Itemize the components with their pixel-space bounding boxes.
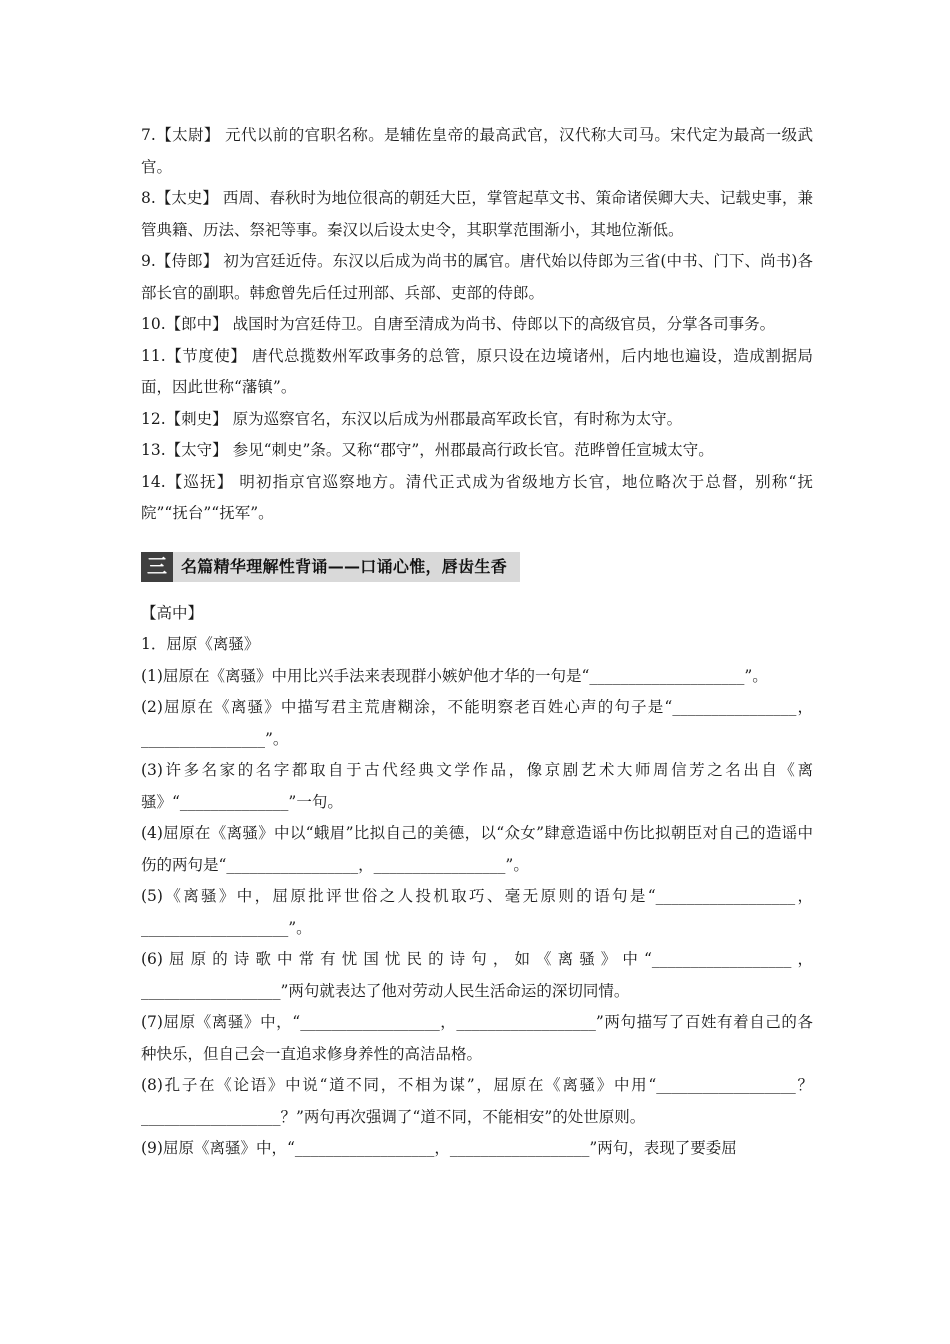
glossary-item-cishi: 12.【刺史】 原为巡察官名，东汉以后成为州郡最高军政长官，有时称为太守。	[141, 409, 683, 428]
level-label: 【高中】	[141, 603, 204, 622]
question-6: (6)屈原的诗歌中常有忧国忧民的诗句，如《离骚》中“__________________，__________________”两句就表达了他对劳动人民生活命运的深切同情。	[141, 950, 813, 1000]
question-7: (7)屈原《离骚》中，“__________________，__________________”两句描写了百姓有着自己的各种快乐，但自己会一直追求修身养性的高洁品格。	[141, 1013, 813, 1063]
question-9: (9)屈原《离骚》中，“__________________，__________________”两句，表现了要委屈	[141, 1139, 737, 1157]
glossary-item-taishou: 13.【太守】 参见“刺史”条。又称“郡守”，州郡最高行政长官。范晔曾任宣城太守。	[141, 441, 714, 459]
section-header	[141, 552, 520, 582]
question-4: (4)屈原在《离骚》中以“蛾眉”比拟自己的美德，以“众女”肆意造谣中伤比拟朝臣对自己的造谣中伤的两句是“_________________，_________________”。	[141, 824, 813, 874]
question-5: (5)《离骚》中，屈原批评世俗之人投机取巧、毫无原则的语句是“__________________，___________________”。	[141, 887, 813, 937]
question-1: (1)屈原在《离骚》中用比兴手法来表现群小嫉妒他才华的一句是“____________________”。	[141, 666, 768, 685]
question-3: (3)许多名家的名字都取自于古代经典文学作品，像京剧艺术大师周信芳之名出自《离骚》“______________”一句。	[141, 761, 813, 811]
question-2: (2)屈原在《离骚》中描写君主荒唐糊涂，不能明察老百姓心声的句子是“________________，________________”。	[141, 698, 813, 748]
glossary-item-jiedushi: 11.【节度使】 唐代总揽数州军政事务的总管，原只设在边境诸州，后内地也遍设，造成割据局面，因此世称“藩镇”。	[141, 346, 813, 396]
glossary-item-taiwei: 7.【太尉】 元代以前的官职名称。是辅佐皇帝的最高武官，汉代称大司马。宋代定为最高一级武官。	[141, 126, 813, 176]
page-content	[141, 120, 813, 1165]
glossary-item-shilang: 9.【侍郎】 初为宫廷近侍。东汉以后成为尚书的属官。唐代始以侍郎为三省(中书、门下、尚书)各部长官的副职。韩愈曾先后任过刑部、兵部、吏部的侍郎。	[141, 252, 813, 302]
glossary-item-taishi: 8.【太史】 西周、春秋时为地位很高的朝廷大臣，掌管起草文书、策命诸侯卿大夫、记载史事，兼管典籍、历法、祭祀等事。秦汉以后设太史令，其职掌范围渐小，其地位渐低。	[141, 189, 813, 239]
question-8: (8)孔子在《论语》中说“道不同，不相为谋”，屈原在《离骚》中用“__________________？__________________？”两句再次强调了“道不同，不能相安”的处世原则。	[141, 1076, 813, 1126]
section-title: 名篇精华理解性背诵——口诵心惟，唇齿生香	[181, 556, 508, 576]
glossary-item-langzhong: 10.【郎中】 战国时为宫廷侍卫。自唐至清成为尚书、侍郎以下的高级官员，分掌各司事务。	[141, 315, 776, 333]
work-title: 1．屈原《离骚》	[141, 635, 260, 653]
section-number-badge: 三	[141, 552, 173, 582]
glossary-item-xunfu: 14.【巡抚】 明初指京官巡察地方。清代正式成为省级地方长官，地位略次于总督，别称“抚院”“抚台”“抚军”。	[141, 472, 813, 522]
